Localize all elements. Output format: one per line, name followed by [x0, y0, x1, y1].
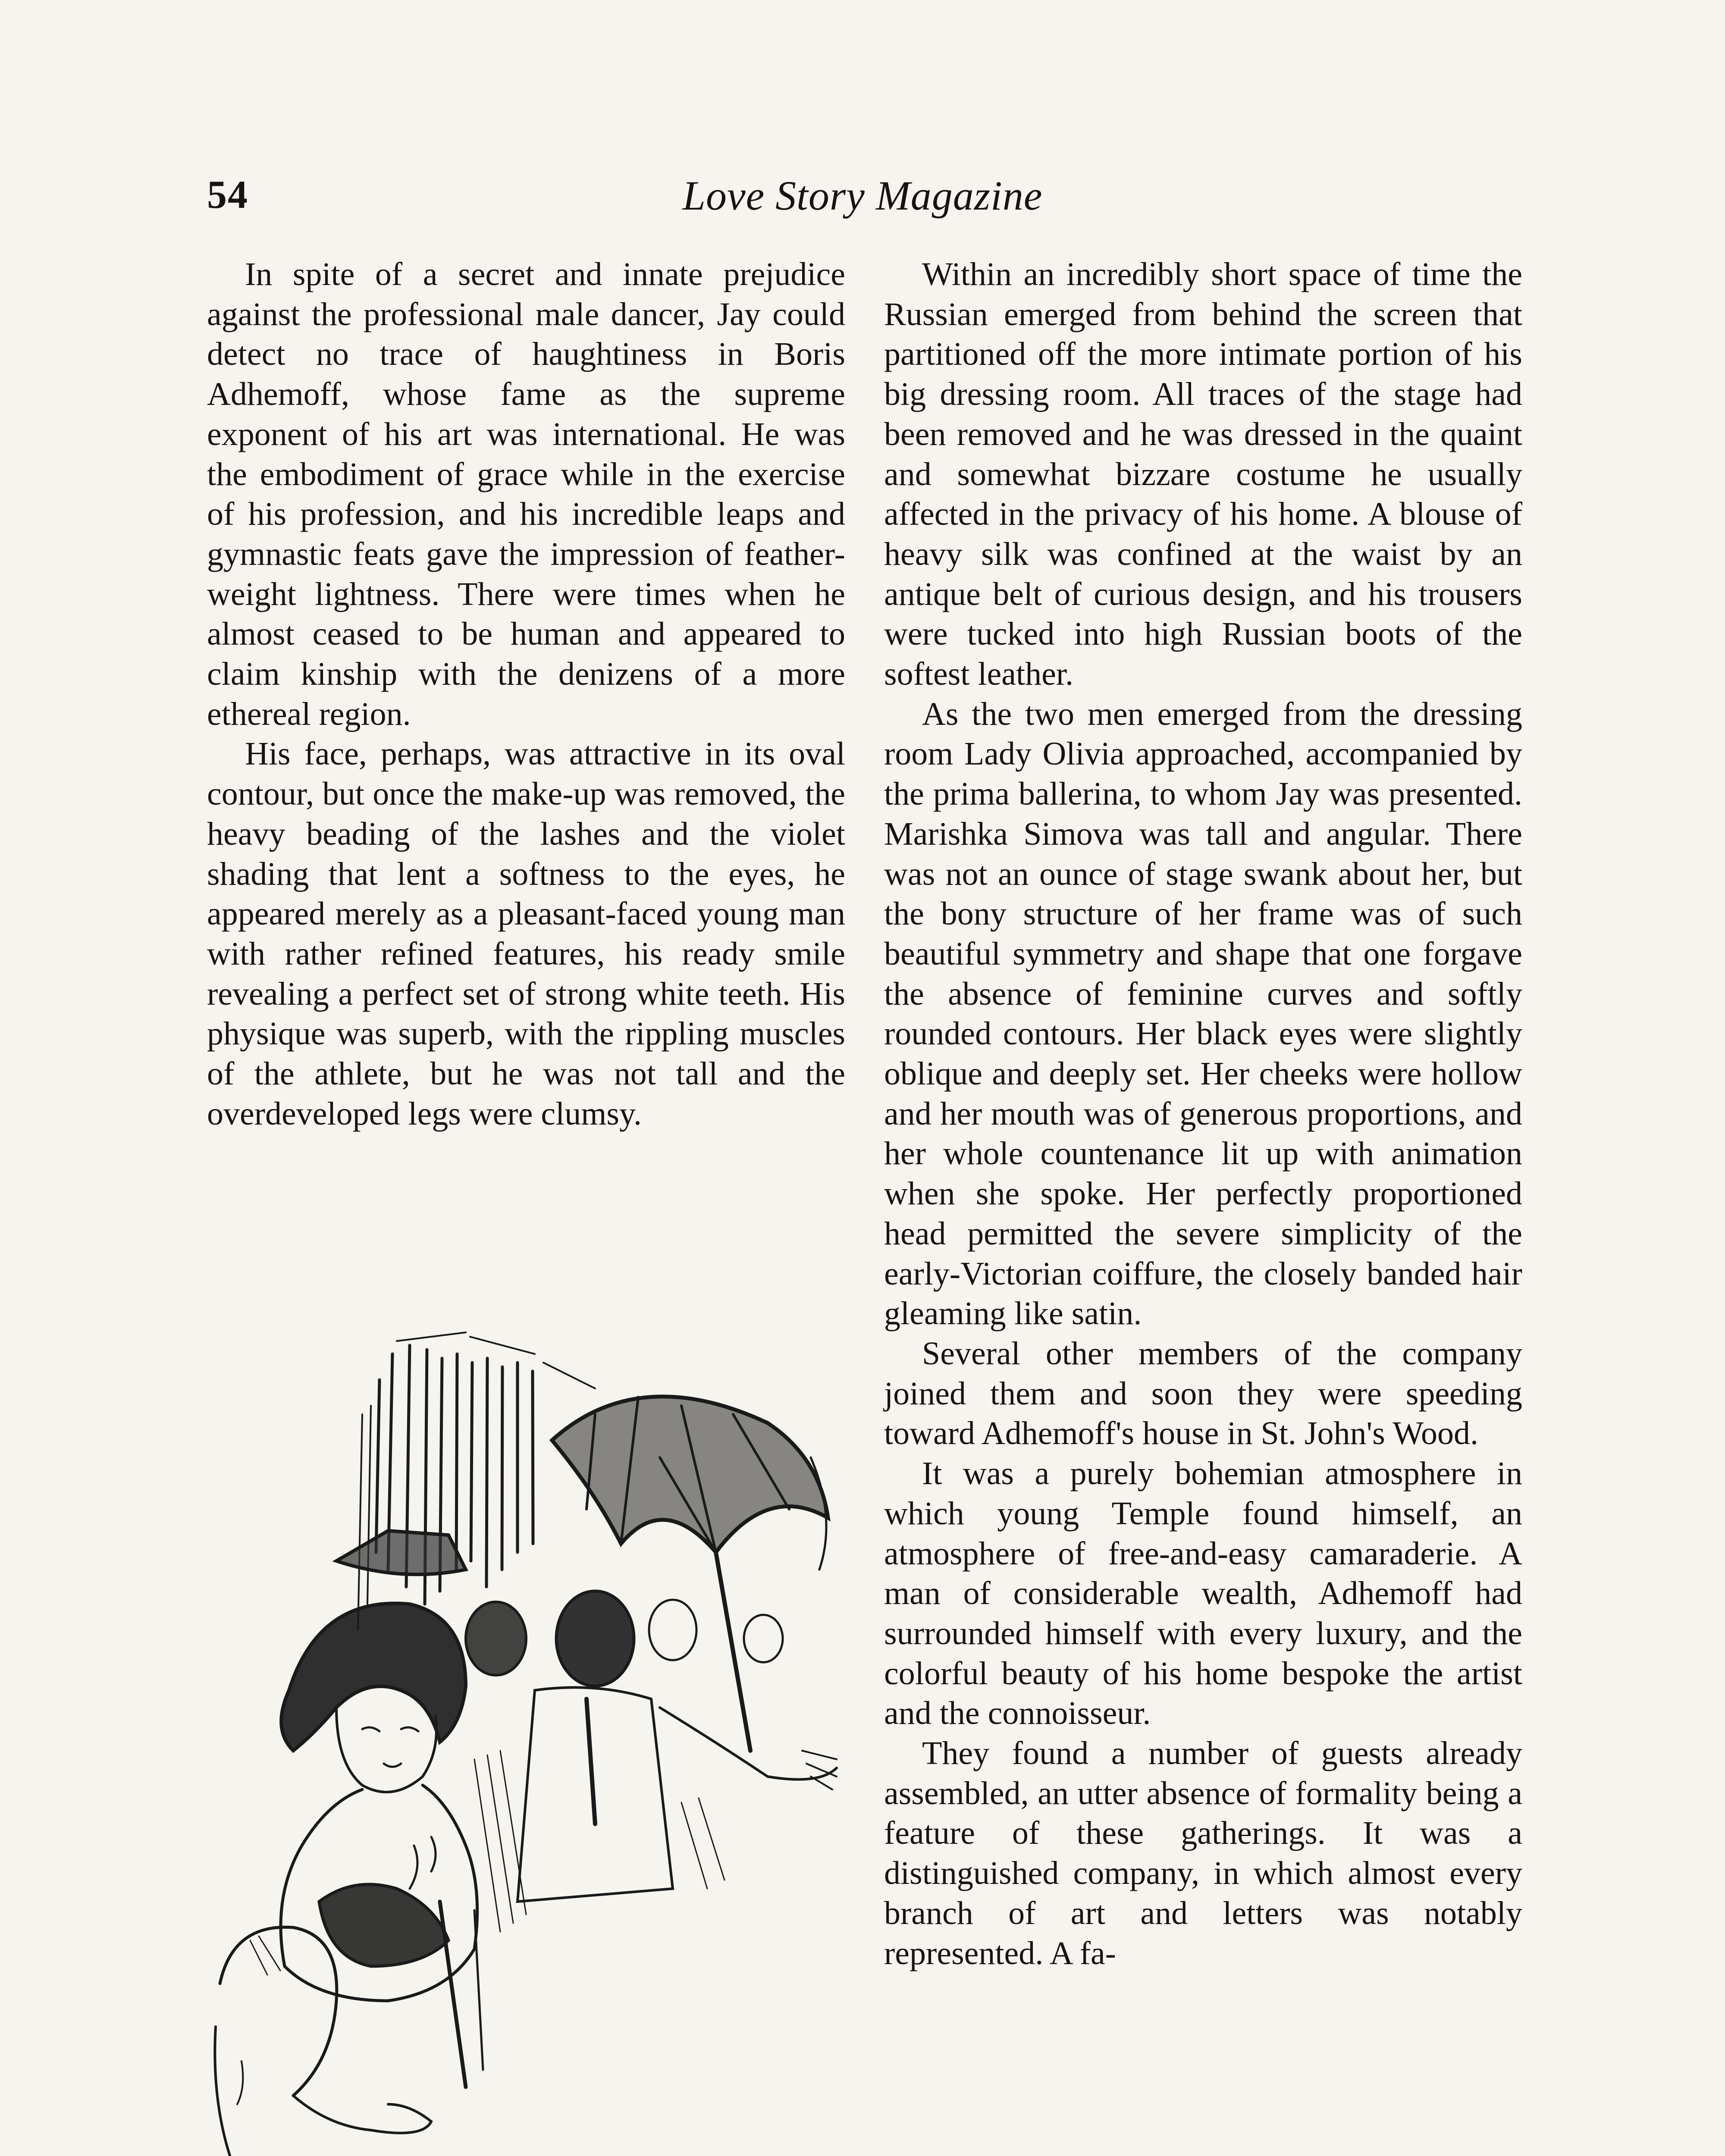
page-number: 54: [207, 172, 248, 216]
paragraph: They found a number of guests already assembled, an utter absence of formality being a feature of these gatherings. It was a distinguished company, in which almost every branch of art and letters was notably represented. A fa-: [884, 1735, 1522, 1971]
left-text-column: [207, 254, 845, 1134]
paragraph: As the two men emerged from the dressing room Lady Olivia approached, accompanied by the prima ballerina, to whom Jay was presented. Marishka Simova was tall and angular. There was not an ounce of stage swank about her, but the bony structure of her frame was of such beautiful symmetry and shape that one forgave the absence of feminine curves and softly rounded contours. Her black eyes were slightly oblique and deeply set. Her cheeks were hollow and her mouth was of generous proportions, and her whole countenance lit up with animation when she spoke. Her perfectly proportioned head permitted the severe simplicity of the early-Victorian coiffure, the closely banded hair gleaming like satin.: [884, 696, 1522, 1332]
paragraph: In spite of a secret and innate prejudice against the professional male dancer, Jay could detect no trace of haughtiness in Boris Adhemoff, whose fame as the supreme exponent of his art was international. He was the embodiment of grace while in the exercise of his profession, and his incredible leaps and gymnastic feats gave the impression of feather-weight lightness. There were times when he almost ceased to be human and appeared to claim kinship with the denizens of a more ethereal region.: [207, 256, 845, 732]
running-title: Love Story Magazine: [682, 172, 1043, 219]
paragraph: It was a purely bohemian atmosphere in which young Temple found himself, an atmosphere of free-and-easy camaraderie. A man of considerable wealth, Adhemoff had surrounded himself with every luxury, and the colorful beauty of his home bespoke the artist and the connoisseur.: [884, 1455, 1522, 1732]
paragraph: Within an incredibly short space of time the Russian emerged from behind the screen that partitioned off the more intimate portion of his big dressing room. All traces of the stage had been removed and he was dressed in the quaint and somewhat bizzare costume he usually affected in the privacy of his home. A blouse of heavy silk was confined at the waist by an antique belt of curious design, and his trousers were tucked into high Russian boots of the softest leather.: [884, 256, 1522, 693]
paragraph: His face, perhaps, was attractive in its oval contour, but once the make-up was removed, the heavy beading of the lashes and the violet shading that lent a softness to the eyes, he appeared merely as a pleasant-faced young man with rather refined features, his ready smile revealing a perfect set of strong white teeth. His physique was superb, with the rippling muscles of the athlete, but he was not tall and the overdeveloped legs were clumsy.: [207, 736, 845, 1132]
party-illustration: [207, 1328, 845, 2156]
paragraph: Several other members of the company joined them and soon they were speeding toward Adhemoff's house in St. John's Wood.: [884, 1335, 1522, 1452]
right-text-column: [884, 254, 1522, 1973]
